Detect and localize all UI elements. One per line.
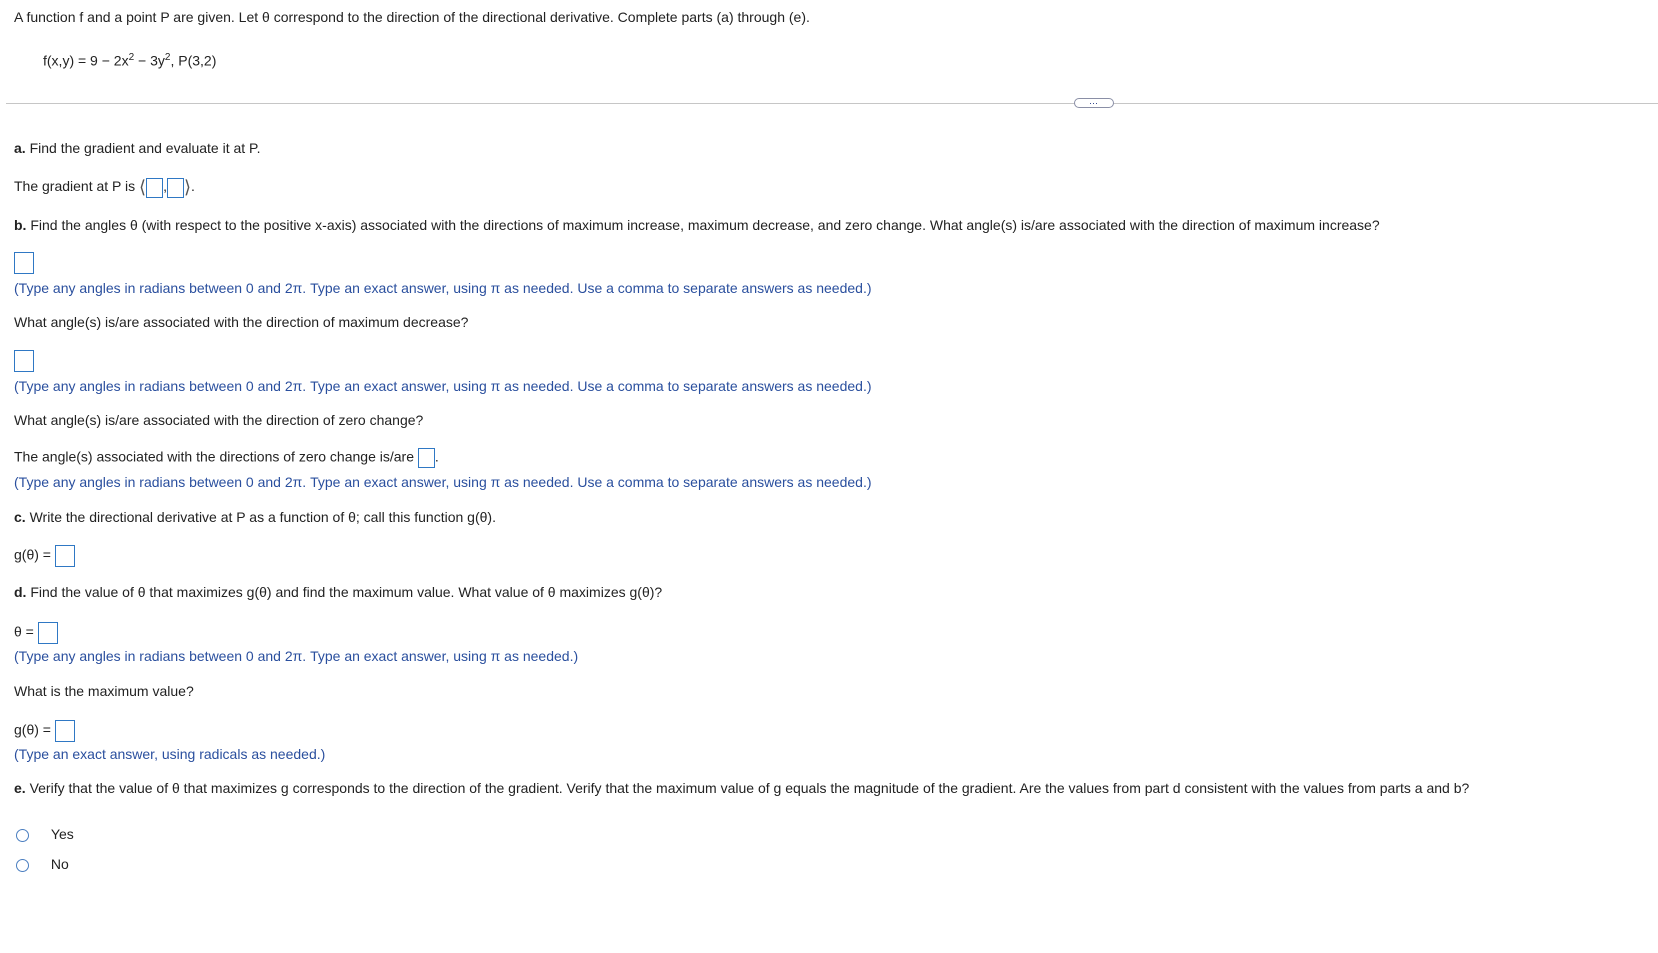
max-value-row [14,720,75,742]
max-increase-hint: (Type any angles in radians between 0 and 2π. Type an exact answer, using π as needed. Use a comma to separate answers as needed.) [14,280,872,296]
gradient-comma: , [163,178,167,195]
problem-intro: A function f and a point P are given. Let θ correspond to the direction of the directional derivative. Complete parts (a) through (e). [14,9,810,25]
theta-max-input[interactable] [38,622,58,644]
part-e-text: Verify that the value of θ that maximizes g corresponds to the direction of the gradient. Verify that the maximum value of g equals the magnitude of the gradient. Are the values from part d consistent with the values from parts a and b? [25,780,1470,796]
function-suffix: , P(3,2) [170,52,217,69]
function-mid: − 3y [134,52,165,69]
g-theta-prefix: g(θ) = [14,546,51,563]
max-decrease-row [14,350,34,372]
option-yes[interactable] [16,826,74,842]
part-a-text: Find the gradient and evaluate it at P. [25,140,261,156]
max-value-hint: (Type an exact answer, using radicals as needed.) [14,746,326,762]
part-c-text: Write the directional derivative at P as a function of θ; call this function g(θ). [25,509,496,525]
yes-label: Yes [50,826,74,842]
option-no[interactable] [16,856,69,872]
close-angle-bracket: ⟩ [183,177,191,197]
zero-change-hint: (Type any angles in radians between 0 and 2π. Type an exact answer, using π as needed. Use a comma to separate answers as needed.) [14,474,872,490]
zero-change-question: What angle(s) is/are associated with the direction of zero change? [14,412,424,428]
more-options-button[interactable]: ⋯ [1074,98,1114,108]
max-value-question: What is the maximum value? [14,683,194,699]
max-decrease-question: What angle(s) is/are associated with the direction of maximum decrease? [14,314,469,330]
function-exp2: 2 [164,52,171,63]
part-c-question [14,509,496,525]
zero-change-period: . [434,448,439,465]
gradient-x-input[interactable] [146,178,163,198]
zero-change-prefix: The angle(s) associated with the directions of zero change is/are [14,448,414,465]
theta-max-hint: (Type any angles in radians between 0 and 2π. Type an exact answer, using π as needed.) [14,648,579,664]
open-angle-bracket: ⟨ [139,177,147,197]
part-c-label: c. [14,509,26,525]
zero-change-input[interactable] [418,448,435,468]
zero-change-row [14,448,439,468]
max-decrease-input[interactable] [14,350,34,372]
part-b-question [14,217,1380,233]
part-b-label: b. [14,217,27,233]
max-value-input[interactable] [55,720,75,742]
gradient-answer-row [14,177,195,198]
section-divider [6,103,1658,104]
theta-max-prefix: θ = [14,623,34,640]
part-e-label: e. [14,780,26,796]
gradient-period: . [191,178,195,195]
part-d-text: Find the value of θ that maximizes g(θ) and find the maximum value. What value of θ maximizes g(θ)? [26,584,663,600]
part-d-question [14,584,662,600]
function-expression [43,52,216,69]
gradient-y-input[interactable] [167,178,184,198]
gradient-answer-prefix: The gradient at P is [14,178,136,195]
no-label: No [50,856,69,872]
max-decrease-hint: (Type any angles in radians between 0 and 2π. Type an exact answer, using π as needed. Use a comma to separate answers as needed.) [14,378,872,394]
max-increase-input[interactable] [14,252,34,274]
max-increase-row [14,252,34,274]
part-a-question [14,140,260,156]
part-b-text: Find the angles θ (with respect to the positive x-axis) associated with the directions of maximum increase, maximum decrease, and zero change. What angle(s) is/are associated with the direction of maximum increase? [26,217,1380,233]
part-e-question [14,780,1469,796]
max-value-prefix: g(θ) = [14,721,51,738]
function-prefix: f(x,y) = 9 − 2x [43,52,129,69]
no-radio[interactable] [16,859,29,872]
function-exp1: 2 [128,52,135,63]
yes-radio[interactable] [16,829,29,842]
g-theta-input[interactable] [55,545,75,567]
part-d-label: d. [14,584,27,600]
theta-max-row [14,622,58,644]
g-theta-row [14,545,75,567]
part-a-label: a. [14,140,26,156]
